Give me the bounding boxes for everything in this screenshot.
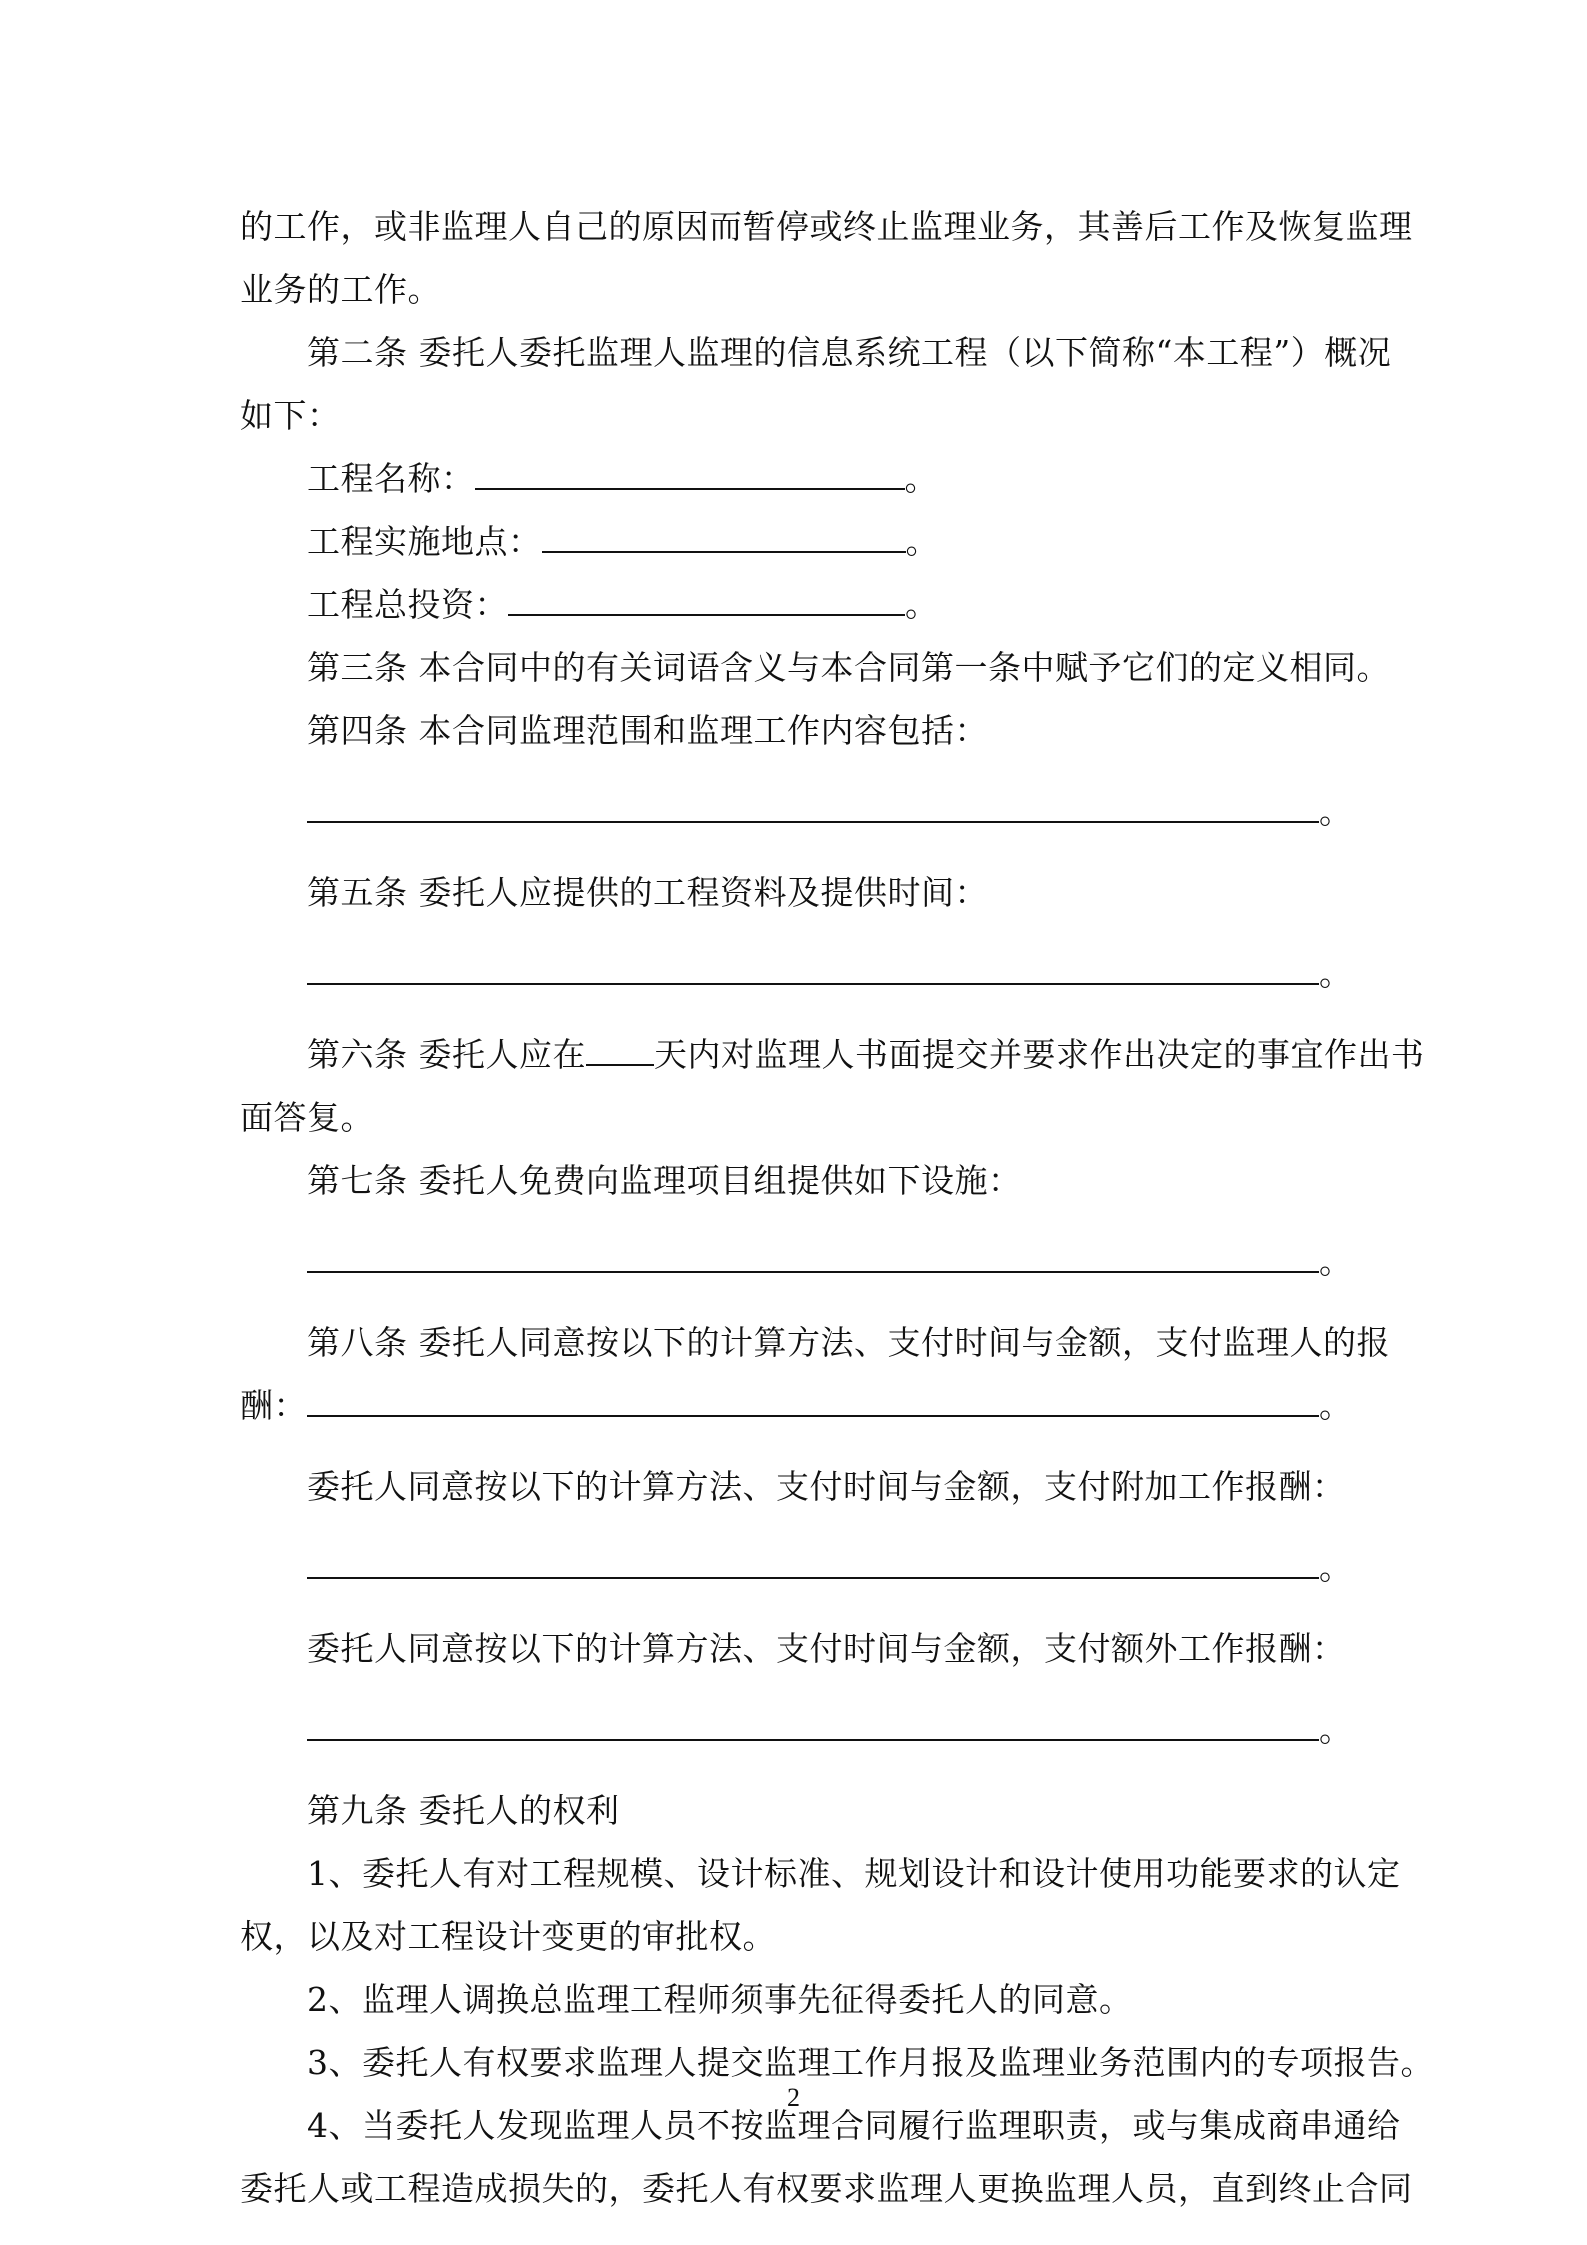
right-3: 3、委托人有权要求监理人提交监理工作月报及监理业务范围内的专项报告。 — [307, 2043, 1434, 2082]
article-5-blank-row — [240, 942, 1353, 1005]
article-3: 第三条 本合同中的有关词语含义与本合同第一条中赋予它们的定义相同。 — [307, 648, 1390, 687]
extra-work-pay: 委托人同意按以下的计算方法、支付时间与金额，支付额外工作报酬： — [307, 1629, 1346, 1668]
article-8: 第八条 委托人同意按以下的计算方法、支付时间与金额，支付监理人的报 — [307, 1323, 1390, 1362]
period: 。 — [905, 585, 939, 624]
article-9: 第九条 委托人的权利 — [307, 1791, 620, 1830]
period: 。 — [1319, 1386, 1353, 1425]
article-2: 第二条 委托人委托监理人监理的信息系统工程（以下简称“本工程”）概况 — [307, 333, 1392, 372]
period: 。 — [905, 522, 939, 561]
right-2: 2、监理人调换总监理工程师须事先征得委托人的同意。 — [307, 1980, 1133, 2019]
project-name-label: 工程名称： — [307, 459, 475, 498]
text-line: 的工作，或非监理人自己的原因而暂停或终止监理业务，其善后工作及恢复监理 — [240, 207, 1413, 246]
extra-work-blank-row — [240, 1698, 1353, 1761]
project-investment-row — [240, 573, 1350, 636]
scope-blank[interactable] — [307, 787, 1319, 823]
contract-body — [240, 195, 1434, 2220]
project-name-blank[interactable] — [475, 454, 905, 490]
text-line: 如下： — [240, 396, 341, 435]
remuneration-blank[interactable] — [307, 1381, 1319, 1417]
period: 。 — [904, 459, 938, 498]
project-investment-blank[interactable] — [508, 580, 905, 616]
remuneration-label: 酬： — [240, 1386, 307, 1425]
right-1: 1、委托人有对工程规模、设计标准、规划设计和设计使用功能要求的认定 — [307, 1854, 1401, 1893]
text-line: 委托人或工程造成损失的，委托人有权要求监理人更换监理人员，直到终止合同 — [240, 2169, 1413, 2208]
period: 。 — [1319, 1548, 1353, 1587]
article-6-text-a: 第六条 委托人应在 — [307, 1035, 586, 1074]
text-line: 面答复。 — [240, 1098, 374, 1137]
facilities-blank[interactable] — [307, 1237, 1319, 1273]
project-site-label: 工程实施地点： — [307, 522, 542, 561]
period: 。 — [1319, 1710, 1353, 1749]
days-blank[interactable] — [586, 1030, 654, 1066]
project-name-row — [240, 447, 1350, 510]
text-line: 权，以及对工程设计变更的审批权。 — [240, 1917, 776, 1956]
additional-work-blank[interactable] — [307, 1543, 1319, 1579]
text-line: 业务的工作。 — [240, 270, 441, 309]
article-8-remuneration-row — [240, 1374, 1353, 1437]
article-6 — [240, 1023, 1425, 1086]
project-site-row — [240, 510, 1350, 573]
project-investment-label: 工程总投资： — [307, 585, 508, 624]
additional-work-pay: 委托人同意按以下的计算方法、支付时间与金额，支付附加工作报酬： — [307, 1467, 1346, 1506]
right-4: 4、当委托人发现监理人员不按监理合同履行监理职责，或与集成商串通给 — [307, 2106, 1401, 2145]
additional-work-blank-row — [240, 1536, 1353, 1599]
extra-work-blank[interactable] — [307, 1705, 1319, 1741]
period: 。 — [1319, 792, 1353, 831]
article-7: 第七条 委托人免费向监理项目组提供如下设施： — [307, 1161, 1022, 1200]
project-site-blank[interactable] — [542, 517, 906, 553]
materials-blank[interactable] — [307, 949, 1319, 985]
article-5: 第五条 委托人应提供的工程资料及提供时间： — [307, 873, 988, 912]
article-4: 第四条 本合同监理范围和监理工作内容包括： — [307, 711, 988, 750]
article-6-text-b: 天内对监理人书面提交并要求作出决定的事宜作出书 — [654, 1035, 1425, 1074]
period: 。 — [1319, 954, 1353, 993]
article-4-blank-row — [240, 780, 1353, 843]
article-7-blank-row — [240, 1230, 1353, 1293]
page-number: 2 — [787, 2083, 800, 2112]
period: 。 — [1319, 1242, 1353, 1281]
